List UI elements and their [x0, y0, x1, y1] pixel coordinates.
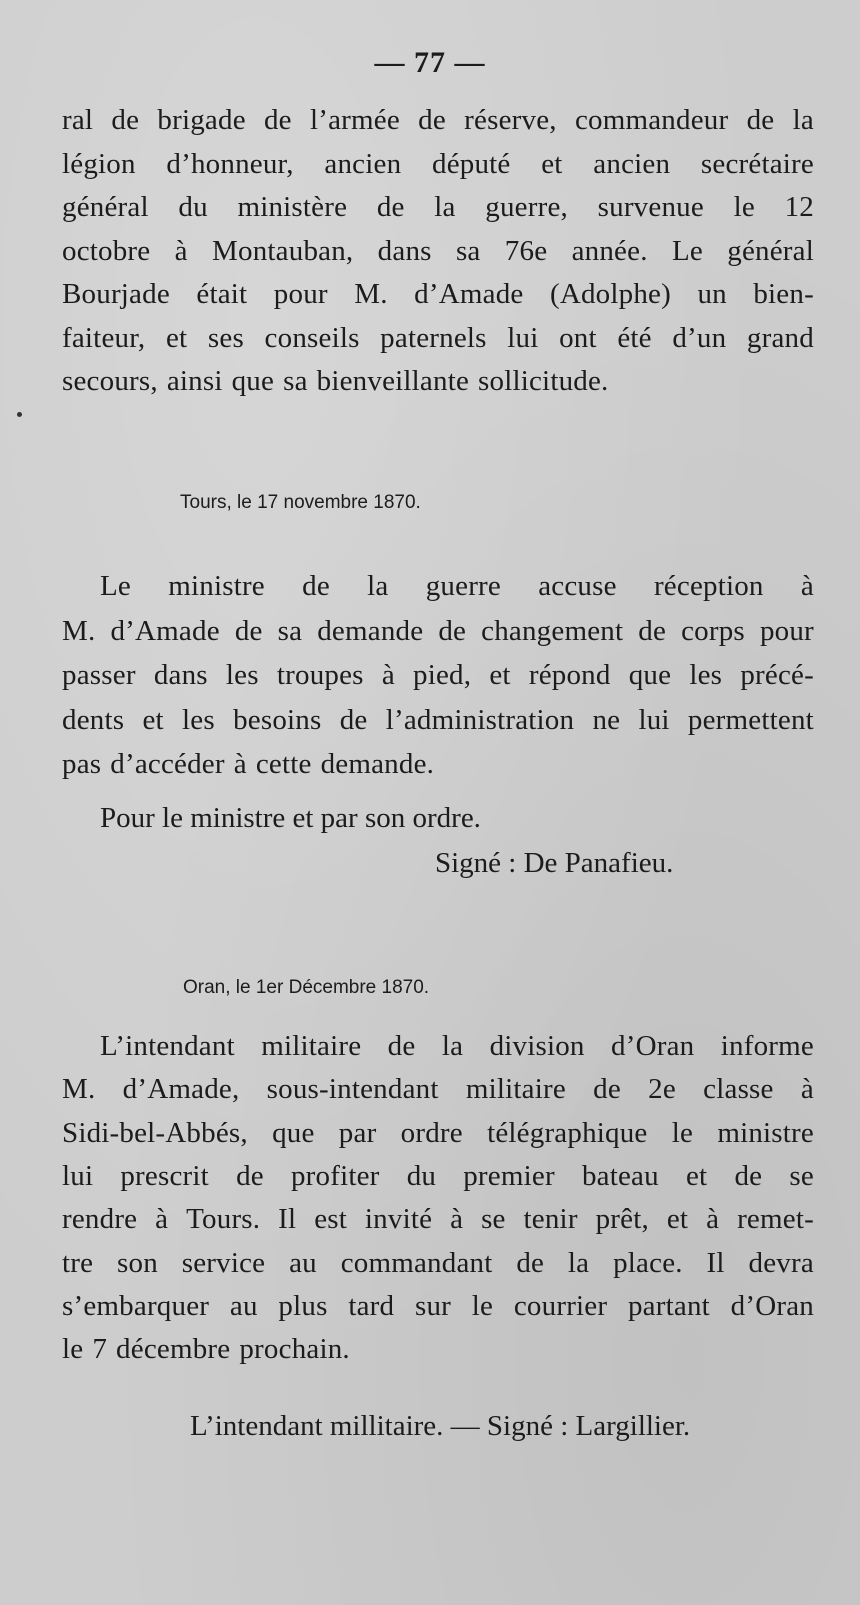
- word: sa: [277, 614, 303, 647]
- word: l’administration: [385, 703, 575, 736]
- word: les: [225, 659, 259, 691]
- word: guerre: [425, 570, 501, 602]
- word: de: [418, 104, 446, 136]
- text-line: [100, 570, 814, 603]
- word: sollicitude.: [478, 365, 609, 397]
- word: secours,: [62, 365, 158, 397]
- word: invité: [364, 1203, 433, 1236]
- order-line: Pour le ministre et par son ordre.: [100, 802, 481, 834]
- word: demande.: [320, 748, 435, 780]
- word: remet-: [737, 1203, 814, 1236]
- word: devra: [748, 1246, 814, 1279]
- word: le: [62, 1333, 84, 1366]
- word: pied,: [413, 659, 472, 691]
- word: la: [367, 570, 389, 602]
- word: Il: [278, 1203, 297, 1236]
- text-line: [62, 748, 814, 781]
- word: se: [481, 1203, 506, 1236]
- word: dents: [62, 703, 125, 736]
- word: répond: [528, 659, 611, 691]
- text-line: [62, 659, 814, 692]
- word: ministère: [237, 191, 348, 223]
- word: la: [434, 191, 456, 223]
- word: sur: [414, 1289, 452, 1322]
- word: de: [734, 1159, 763, 1192]
- word: général: [727, 234, 814, 267]
- text-line: [100, 1030, 814, 1063]
- word: réception: [653, 570, 764, 602]
- word: précé-: [740, 659, 814, 691]
- word: brigade: [157, 104, 246, 136]
- word: été: [617, 321, 652, 354]
- word: ral: [62, 104, 94, 136]
- word: les: [689, 659, 723, 691]
- word: réserve,: [464, 104, 557, 136]
- word: l’armée: [309, 104, 400, 136]
- word: de: [302, 570, 330, 602]
- word: Il: [706, 1246, 725, 1279]
- word: passer: [62, 659, 136, 691]
- word: ministre: [168, 570, 265, 602]
- word: d’un: [672, 321, 727, 354]
- word: troupes: [276, 659, 364, 691]
- word: commandant: [340, 1246, 493, 1279]
- word: cette: [255, 748, 312, 780]
- word: est: [314, 1203, 348, 1236]
- word: d’Amade,: [122, 1073, 240, 1106]
- word: le: [671, 1116, 694, 1149]
- text-line: [62, 1290, 814, 1323]
- word: tard: [348, 1289, 395, 1322]
- word: et: [489, 659, 511, 691]
- word: à: [800, 570, 814, 602]
- word: lui: [507, 321, 539, 354]
- word: partant: [627, 1289, 710, 1322]
- word: secrétaire: [700, 147, 814, 180]
- text-line: [62, 1203, 814, 1236]
- word: prochain.: [239, 1333, 350, 1366]
- word: ses: [207, 321, 244, 354]
- word: M.: [62, 614, 96, 647]
- word: que: [231, 365, 275, 397]
- word: du: [178, 191, 208, 223]
- text-line: [62, 1247, 814, 1280]
- word: pour: [273, 278, 328, 310]
- text-line: [62, 278, 814, 311]
- word: dans: [153, 659, 208, 691]
- text-line: [62, 704, 814, 737]
- word: de: [376, 191, 405, 223]
- word: d’Amade: [110, 614, 220, 647]
- word: faiteur,: [62, 321, 146, 354]
- word: survenue: [597, 191, 704, 223]
- word: pour: [759, 614, 814, 647]
- word: conseils: [264, 321, 360, 354]
- word: de: [236, 1159, 264, 1192]
- word: militaire: [261, 1030, 362, 1062]
- word: ancien: [593, 147, 671, 180]
- word: à: [381, 659, 395, 691]
- word: de: [234, 614, 263, 647]
- word: les: [182, 703, 215, 736]
- word: M.: [354, 278, 388, 310]
- word: à: [155, 1203, 169, 1236]
- word: prescrit: [120, 1159, 209, 1192]
- word: premier: [463, 1159, 555, 1192]
- word: grand: [746, 321, 814, 354]
- text-line: [62, 322, 814, 355]
- word: besoins: [233, 703, 322, 736]
- word: à: [174, 234, 188, 267]
- word: prêt,: [595, 1203, 649, 1236]
- word: de: [438, 614, 467, 647]
- word: militaire: [465, 1073, 566, 1106]
- word: 7: [92, 1333, 108, 1366]
- word: député: [432, 147, 511, 180]
- word: place.: [613, 1246, 683, 1279]
- word: la: [792, 104, 814, 136]
- word: un: [697, 278, 727, 310]
- text-line: [62, 235, 814, 268]
- page-number: — 77 —: [374, 46, 486, 79]
- ink-speck: [17, 412, 22, 417]
- word: profiter: [290, 1159, 380, 1192]
- word: télégraphique: [487, 1116, 648, 1149]
- text-line: [62, 148, 814, 181]
- word: la: [567, 1246, 590, 1279]
- text-line: [62, 1073, 814, 1106]
- word: et: [685, 1159, 708, 1192]
- word: d’accéder: [110, 748, 225, 780]
- text-line: [62, 615, 814, 648]
- word: corps: [681, 614, 745, 647]
- word: 2e: [648, 1073, 676, 1106]
- text-line: [62, 191, 814, 224]
- word: Tours.: [186, 1203, 261, 1236]
- word: tenir: [523, 1203, 578, 1236]
- word: d’honneur,: [166, 147, 294, 180]
- word: à: [450, 1203, 464, 1236]
- word: guerre,: [485, 191, 568, 223]
- word: Le: [671, 234, 703, 267]
- word: de: [111, 104, 140, 136]
- text-line: [62, 365, 814, 398]
- word: demande: [317, 614, 424, 647]
- word: M.: [62, 1073, 96, 1106]
- word: de: [263, 104, 292, 136]
- word: L’intendant: [100, 1030, 235, 1062]
- word: la: [441, 1030, 464, 1062]
- word: permettent: [687, 703, 814, 736]
- word: bien-: [753, 278, 814, 310]
- word: de: [339, 703, 368, 736]
- word: était: [196, 278, 248, 310]
- text-line: [62, 1117, 814, 1150]
- word: ancien: [324, 147, 402, 180]
- dateline-oran: Oran, le 1er Décembre 1870.: [183, 977, 430, 998]
- word: à: [233, 748, 247, 780]
- word: d’Oran: [730, 1289, 814, 1322]
- word: lui: [62, 1159, 94, 1192]
- word: courrier: [513, 1289, 608, 1322]
- word: Le: [100, 570, 131, 602]
- word: (Adolphe): [549, 278, 671, 310]
- word: d’Oran: [611, 1030, 695, 1062]
- word: division: [489, 1030, 585, 1062]
- word: de: [746, 104, 775, 136]
- signature-largillier: L’intendant millitaire. — Signé : Largillier.: [190, 1410, 691, 1442]
- word: informe: [720, 1030, 814, 1062]
- word: se: [789, 1159, 814, 1192]
- word: de: [387, 1030, 416, 1062]
- word: que: [628, 659, 672, 691]
- word: Montauban,: [212, 234, 354, 267]
- dateline-tours: Tours, le 17 novembre 1870.: [180, 492, 421, 513]
- word: rendre: [62, 1203, 138, 1236]
- word: lui: [638, 703, 670, 736]
- word: bienveillante: [316, 365, 470, 397]
- word: Bourjade: [62, 278, 170, 310]
- word: décembre: [116, 1333, 231, 1366]
- word: ne: [592, 703, 621, 736]
- word: paternels: [380, 321, 487, 354]
- word: de: [516, 1246, 545, 1279]
- word: son: [117, 1246, 158, 1279]
- word: plus: [278, 1289, 328, 1322]
- word: tre: [62, 1246, 94, 1279]
- word: à: [800, 1073, 814, 1106]
- word: pas: [62, 748, 102, 780]
- word: au: [229, 1289, 258, 1322]
- word: que: [272, 1116, 315, 1149]
- text-line: [62, 1160, 814, 1193]
- word: légion: [62, 147, 136, 180]
- word: et: [666, 1203, 689, 1236]
- text-line: [62, 1333, 814, 1366]
- text-line: [62, 104, 814, 137]
- word: année.: [571, 234, 648, 267]
- word: d’Amade: [414, 278, 524, 310]
- word: ordre: [400, 1116, 463, 1149]
- word: de: [638, 614, 667, 647]
- word: général: [62, 191, 149, 223]
- word: au: [289, 1246, 317, 1279]
- word: ont: [559, 321, 597, 354]
- word: sous-intendant: [266, 1073, 439, 1106]
- word: sa: [455, 234, 481, 267]
- word: sa: [283, 365, 308, 397]
- word: octobre: [62, 234, 151, 267]
- word: 76e: [504, 234, 548, 267]
- word: service: [181, 1246, 266, 1279]
- word: et: [165, 321, 188, 354]
- word: classe: [703, 1073, 774, 1106]
- word: à: [706, 1203, 720, 1236]
- word: le: [733, 191, 755, 223]
- word: s’embarquer: [62, 1289, 210, 1322]
- word: dans: [377, 234, 432, 267]
- word: et: [142, 703, 164, 736]
- word: commandeur: [574, 104, 729, 136]
- word: le: [471, 1289, 494, 1322]
- word: de: [593, 1073, 621, 1106]
- word: et: [541, 147, 563, 180]
- word: 12: [784, 191, 814, 223]
- word: ainsi: [166, 365, 223, 397]
- word: bateau: [581, 1159, 659, 1192]
- word: ministre: [717, 1116, 814, 1149]
- word: Sidi-bel-Abbés,: [62, 1116, 248, 1149]
- word: par: [338, 1116, 377, 1149]
- word: accuse: [538, 570, 617, 602]
- word: du: [406, 1159, 437, 1192]
- word: changement: [481, 614, 624, 647]
- signature-panafieu: Signé : De Panafieu.: [435, 847, 674, 879]
